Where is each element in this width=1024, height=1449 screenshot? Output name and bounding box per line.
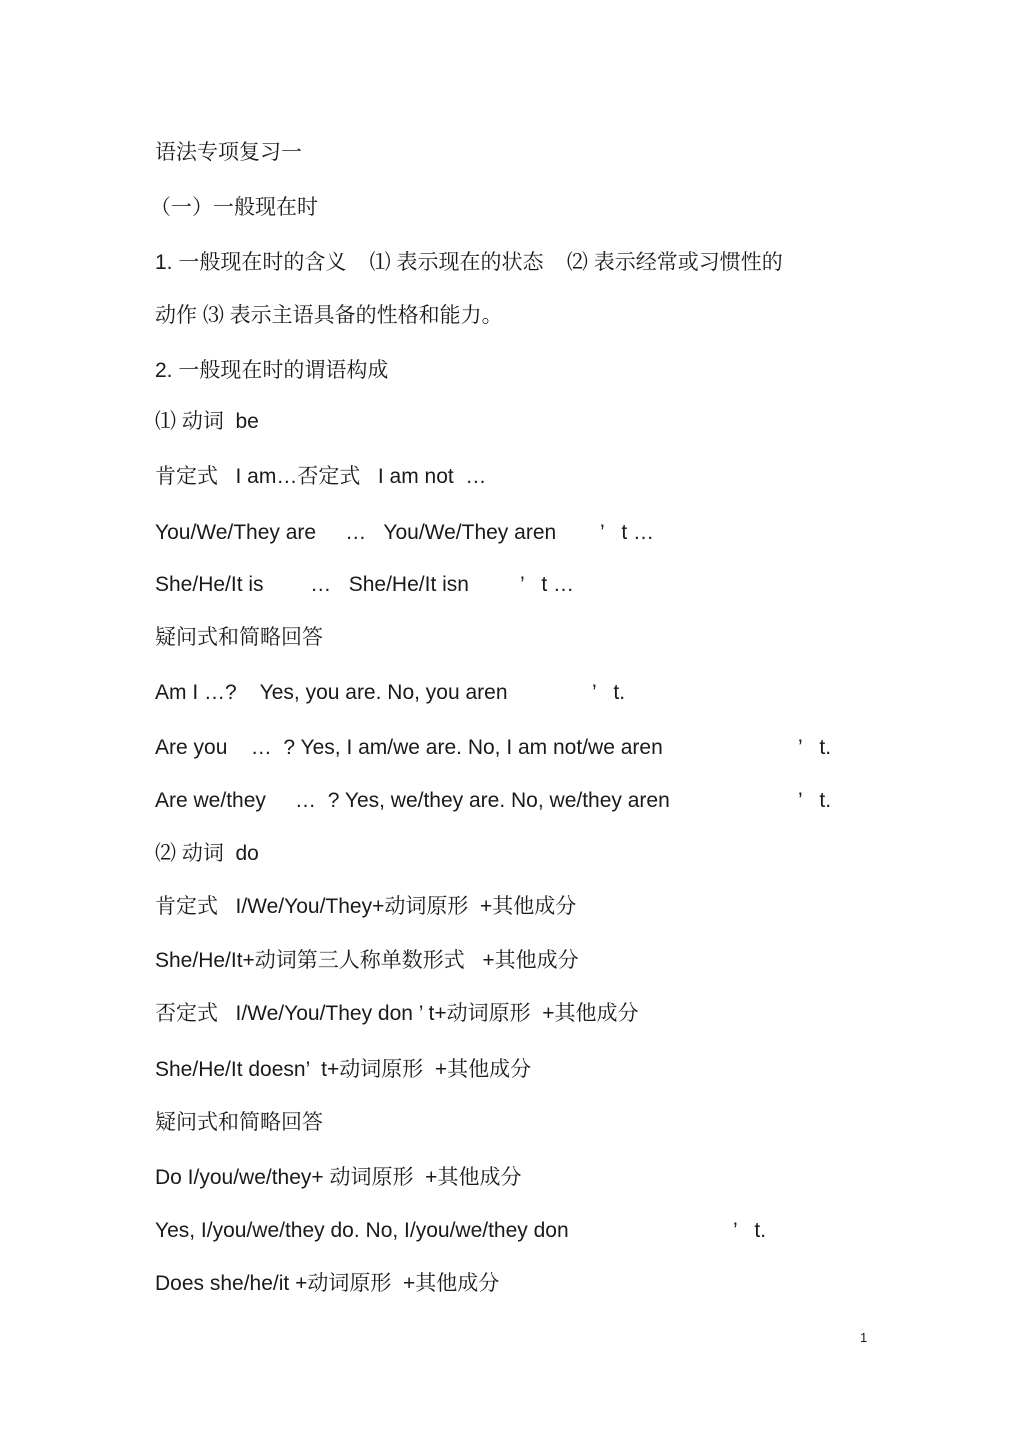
do-question-heading: 疑问式和简略回答 (155, 1110, 323, 1134)
be-question-3: Are we/they … ? Yes, we/they are. No, we/they aren (155, 789, 670, 812)
do-answer-1-tail: ’ t. (733, 1219, 767, 1242)
sub2-heading: ⑵ 动词 do (155, 842, 259, 865)
be-question-3-tail: ’ t. (798, 789, 832, 812)
be-affirmative-line: 肯定式 I am…否定式 I am not … (155, 465, 487, 488)
be-question-1: Am I …? Yes, you are. No, you aren (155, 681, 508, 704)
be-question-1-tail: ’ t. (592, 681, 626, 704)
item1-line2: 动作 ⑶ 表示主语具备的性格和能力。 (155, 304, 503, 327)
item1-line1: 1. 一般现在时的含义 ⑴ 表示现在的状态 ⑵ 表示经常或习惯性的 (155, 251, 783, 274)
be-question-2: Are you … ? Yes, I am/we are. No, I am not/we aren (155, 736, 663, 759)
page-title: 语法专项复习一 (155, 140, 302, 164)
do-negative-1: 否定式 I/We/You/They don ’ t+动词原形 +其他成分 (155, 1002, 639, 1025)
do-question-2: Does she/he/it +动词原形 +其他成分 (155, 1272, 500, 1295)
be-you-tail: ’ t … (600, 521, 655, 544)
do-affirmative-2: She/He/It+动词第三人称单数形式 +其他成分 (155, 949, 579, 972)
be-you-line: You/We/They are … You/We/They aren (155, 521, 557, 544)
be-question-2-tail: ’ t. (798, 736, 832, 759)
page-number: 1 (860, 1330, 868, 1345)
section-heading: （一）一般现在时 (150, 195, 318, 219)
be-she-line: She/He/It is … She/He/It isn (155, 573, 469, 596)
do-affirmative-1: 肯定式 I/We/You/They+动词原形 +其他成分 (155, 895, 577, 918)
item2-heading: 2. 一般现在时的谓语构成 (155, 359, 389, 382)
do-negative-2: She/He/It doesn’ t+动词原形 +其他成分 (155, 1058, 532, 1081)
do-question-1: Do I/you/we/they+ 动词原形 +其他成分 (155, 1166, 522, 1189)
sub1-heading: ⑴ 动词 be (155, 410, 259, 433)
be-she-tail: ’ t … (520, 573, 575, 596)
do-answer-1: Yes, I/you/we/they do. No, I/you/we/they don (155, 1219, 569, 1242)
be-question-heading: 疑问式和简略回答 (155, 625, 323, 649)
